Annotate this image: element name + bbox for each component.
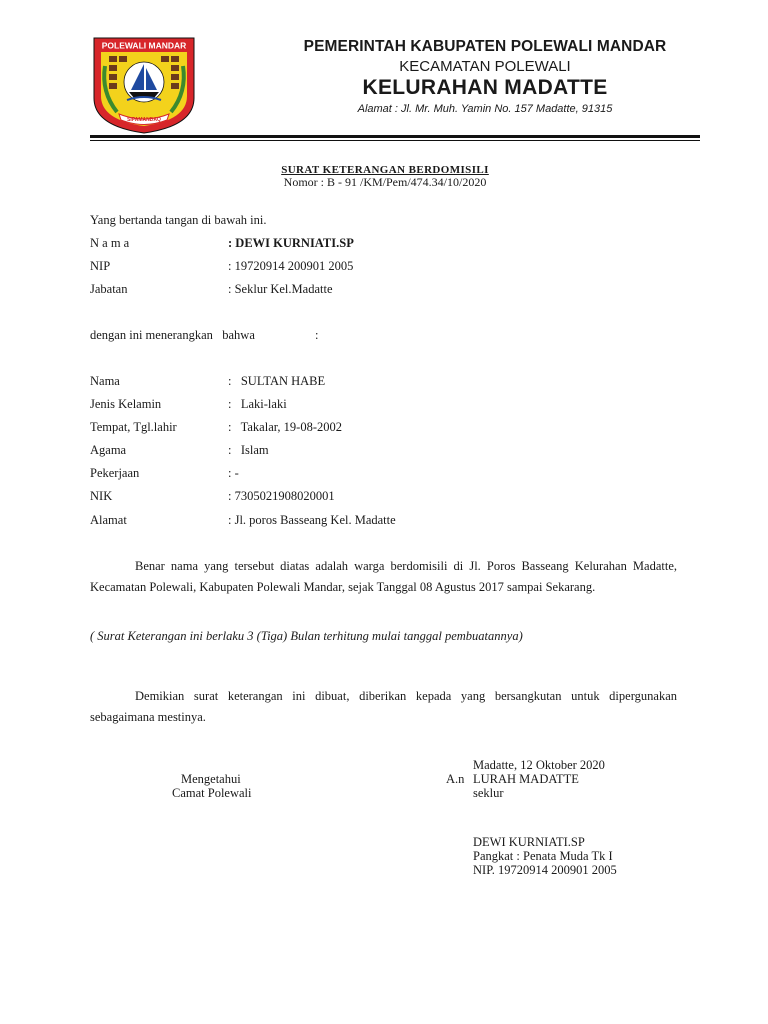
kecamatan-heading: KECAMATAN POLEWALI xyxy=(399,58,571,75)
polewali-mandar-emblem-logo xyxy=(91,36,197,134)
signer-position-value: : Seklur Kel.Madatte xyxy=(228,282,333,296)
kelurahan-heading: KELURAHAN MADATTE xyxy=(362,76,608,99)
signatory-name: DEWI KURNIATI.SP xyxy=(473,835,585,849)
letter-title: SURAT KETERANGAN BERDOMISILI xyxy=(281,164,489,176)
acknowledged-label: Mengetahui xyxy=(181,772,241,786)
subject-address-label: Alamat xyxy=(90,513,127,527)
subject-name-label: Nama xyxy=(90,374,120,388)
subject-birth-value: : Takalar, 19-08-2002 xyxy=(228,420,342,434)
government-heading: PEMERINTAH KABUPATEN POLEWALI MANDAR xyxy=(303,38,667,55)
letter-number: Nomor : B - 91 /KM/Pem/474.34/10/2020 xyxy=(283,175,487,189)
subject-gender-label: Jenis Kelamin xyxy=(90,397,162,411)
declaration-colon: : xyxy=(315,328,319,342)
signer-name-label: N a m a xyxy=(90,236,130,250)
on-behalf-subtitle: seklur xyxy=(473,786,504,800)
logo-motto-text: SIPAMANDAQ xyxy=(127,117,161,123)
subject-gender-value: : Laki-laki xyxy=(228,397,287,411)
subject-religion-label: Agama xyxy=(90,443,127,457)
logo-banner-text: POLEWALI MANDAR xyxy=(101,40,187,51)
on-behalf-title: LURAH MADATTE xyxy=(473,772,579,786)
place-and-date: Madatte, 12 Oktober 2020 xyxy=(473,758,605,772)
subject-religion-value: : Islam xyxy=(228,443,269,457)
camat-title: Camat Polewali xyxy=(172,786,252,800)
signer-name-value: : DEWI KURNIATI.SP xyxy=(228,236,354,250)
domicile-statement-paragraph: Benar nama yang tersebut diatas adalah warga berdomisili di Jl. Poros Basseang Kelurahan Madatte, Kecamatan Polewali, Kabupaten Polewali Mandar, sejak Tanggal 08 Agustus 2017 sampai Sekarang. xyxy=(90,559,677,594)
header-divider-thick xyxy=(90,135,700,138)
intro-text: Yang bertanda tangan di bawah ini. xyxy=(90,213,267,227)
signer-nip-label: NIP xyxy=(90,259,111,273)
subject-nik-label: NIK xyxy=(90,489,113,503)
signer-position-label: Jabatan xyxy=(90,282,128,296)
on-behalf-prefix: A.n xyxy=(446,772,465,786)
subject-nik-value: : 7305021908020001 xyxy=(228,489,335,503)
signer-nip-value: : 19720914 200901 2005 xyxy=(228,259,354,273)
subject-occupation-label: Pekerjaan xyxy=(90,466,140,480)
subject-address-value: : Jl. poros Basseang Kel. Madatte xyxy=(228,513,396,527)
signatory-rank: Pangkat : Penata Muda Tk I xyxy=(473,849,613,863)
subject-occupation-value: : - xyxy=(228,466,239,480)
closing-paragraph: Demikian surat keterangan ini dibuat, diberikan kepada yang bersangkutan untuk dipergunakan sebagaimana mestinya. xyxy=(90,689,677,724)
subject-birth-label: Tempat, Tgl.lahir xyxy=(90,420,177,434)
header-divider-thin xyxy=(90,140,700,141)
subject-name-value: : SULTAN HABE xyxy=(228,374,326,388)
office-address: Alamat : Jl. Mr. Muh. Yamin No. 157 Madatte, 91315 xyxy=(357,103,613,115)
validity-note: ( Surat Keterangan ini berlaku 3 (Tiga) Bulan terhitung mulai tanggal pembuatannya) xyxy=(90,629,523,643)
declaration-text: dengan ini menerangkan bahwa xyxy=(90,328,255,342)
signatory-nip: NIP. 19720914 200901 2005 xyxy=(473,863,617,877)
